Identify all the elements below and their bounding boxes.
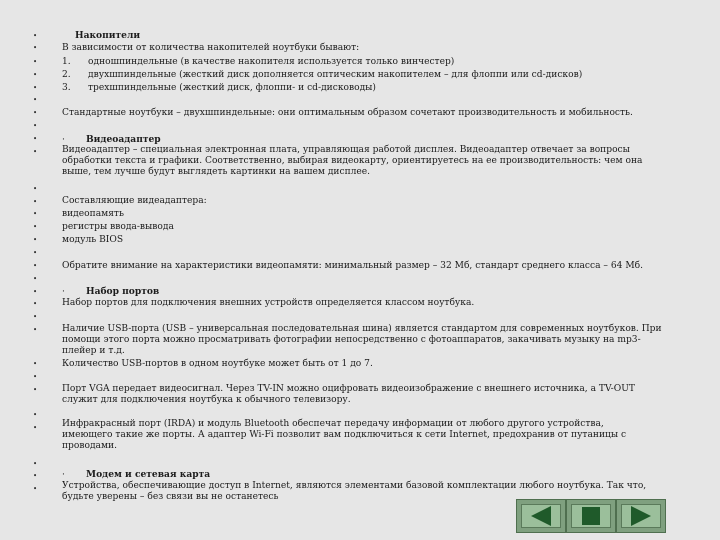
bullet-marker: • [33, 288, 38, 296]
drives-heading: Накопители [75, 30, 141, 41]
arrow-right-icon [617, 500, 665, 532]
bullet-marker: • [33, 58, 38, 66]
video-description: Видеоадаптер – специальная электронная плата, управляющая работой дисплея. Видеоадаптер отвечает за вопросы обработки текста и графики. Соответственно, выбирая видеокарту, ориентируетесь на ее производительность: чем она выше, тем лучше будут выглядеть картинки на вашем дисплее. [62, 145, 643, 177]
bullet-marker: • [33, 236, 38, 244]
bullet-marker: • [33, 198, 38, 206]
home-slide-button[interactable] [566, 499, 616, 533]
ports-vga: Порт VGA передает видеосигнал. Через TV-IN можно оцифровать видеоизображение с внешнего источника, а TV-OUT служит для подключения ноутбука к обычного телевизору. [62, 384, 635, 405]
bullet-marker: • [33, 262, 38, 270]
video-component-memory: видеопамять [62, 209, 124, 219]
bullet-marker: • [33, 485, 38, 493]
arrow-left-icon [517, 500, 565, 532]
modem-heading-row: · Модем и сетевая карта [62, 469, 211, 480]
bullet-marker: • [33, 472, 38, 480]
bullet-marker: • [33, 373, 38, 381]
video-component-registers: регистры ввода-вывода [62, 222, 174, 232]
bullet-marker: • [33, 210, 38, 218]
drives-intro: В зависимости от количества накопителей ноутбуки бывают: [62, 43, 360, 53]
modem-description: Устройства, обеспечивающие доступ в Internet, являются элементами базовой комплектации любого ноутбука. Так что, будьте уверены – без связи вы не останетесь [62, 481, 647, 502]
square-icon [567, 500, 615, 532]
bullet-marker: • [33, 32, 38, 40]
bullet-marker: • [33, 223, 38, 231]
drives-item-3: 3. трехшпиндельные (жесткий диск, флоппи- и cd-дисководы) [62, 83, 376, 93]
video-heading-row: · Видеоадаптер [62, 134, 161, 145]
bullet-marker: • [33, 96, 38, 104]
previous-slide-button[interactable] [516, 499, 566, 533]
drives-standard: Стандартные ноутбуки – двухшпиндельные: они оптимальным образом сочетают производительность и мобильность. [62, 108, 633, 118]
bullet-marker: • [33, 148, 38, 156]
bullet-marker: • [33, 84, 38, 92]
next-slide-button[interactable] [616, 499, 666, 533]
drives-item-2: 2. двухшпиндельные (жесткий диск дополняется оптическим накопителем – для флоппи или cd-дисков) [62, 70, 583, 80]
video-components-title: Составляющие видеадаптера: [62, 196, 207, 206]
bullet-marker: • [33, 460, 38, 468]
video-component-bios: модуль BIOS [62, 235, 124, 245]
bullet-marker: • [33, 386, 38, 394]
drives-item-1: 1. одношпиндельные (в качестве накопителя используется только винчестер) [62, 57, 455, 67]
bullet-marker: • [33, 411, 38, 419]
ports-irda: Инфракрасный порт (IRDA) и модуль Bluetooth обеспечат передачу информации от любого другого устройства, имеющего такие же порты. А адаптер Wi-Fi позволит вам подключиться к сети Internet, предохранив от путаницы с проводами. [62, 419, 627, 451]
ports-heading-row: · Набор портов [62, 286, 160, 297]
bullet-marker: • [33, 249, 38, 257]
bullet-marker: • [33, 122, 38, 130]
bullet-marker: • [33, 275, 38, 283]
ports-intro: Набор портов для подключения внешних устройств определяется классом ноутбука. [62, 298, 475, 308]
bullet-marker: • [33, 360, 38, 368]
ports-usb: Наличие USB-порта (USB – универсальная последовательная шина) является стандартом для современных ноутбуков. При помощи этого порта можно просматривать фотографии непосредственно с фотоаппаратов, закачивать музыку на mp3-плейер и т.д. [62, 324, 662, 356]
bullet-marker: • [33, 44, 38, 52]
video-memory-note: Обратите внимание на характеристики видеопамяти: минимальный размер – 32 Мб, стандарт среднего класса – 64 Мб. [62, 261, 644, 271]
ports-usb-count: Количество USB-портов в одном ноутбуке может быть от 1 до 7. [62, 359, 373, 369]
bullet-marker: • [33, 313, 38, 321]
bullet-marker: • [33, 326, 38, 334]
bullet-marker: • [33, 109, 38, 117]
bullet-marker: • [33, 71, 38, 79]
bullet-marker: • [33, 185, 38, 193]
bullet-marker: • [33, 300, 38, 308]
bullet-marker: • [33, 424, 38, 432]
bullet-marker: • [33, 135, 38, 143]
